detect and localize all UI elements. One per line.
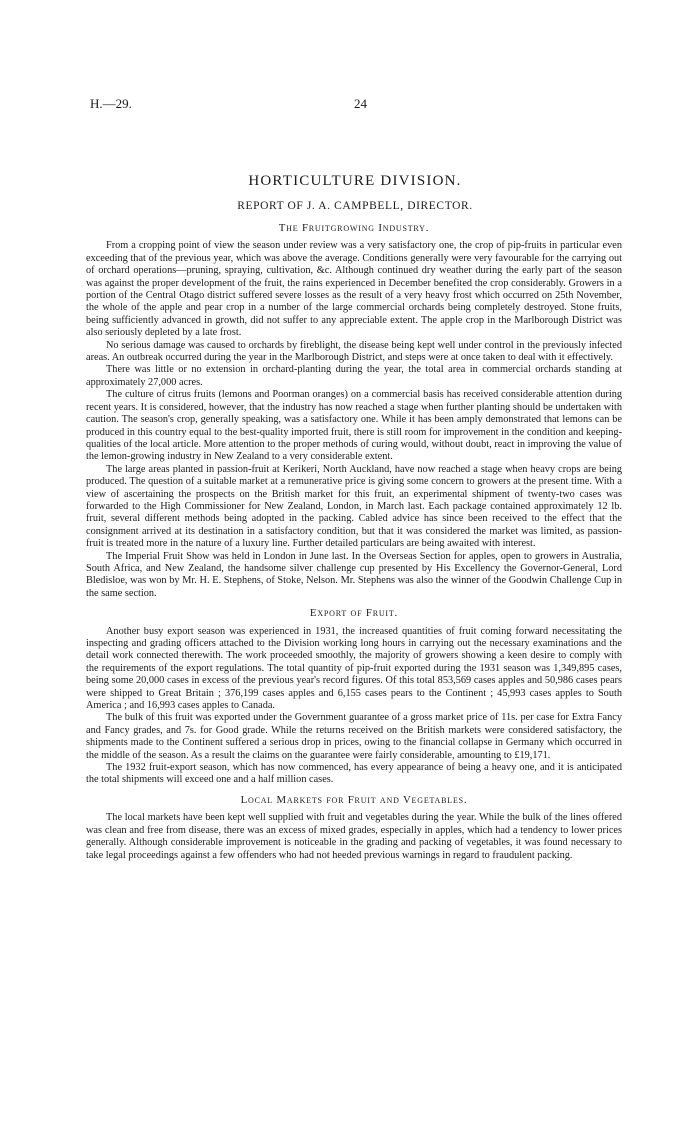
paragraph: The bulk of this fruit was exported under the Government guarantee of a gross market price of 11s. per case for Extra Fancy and Fancy grades, and 7s. for Good grade. While the returns received on the British markets were considered satisfactory, the shipments made to the Continent suffered a serious drop in prices, owing to the financial collapse in Germany which occurred in the middle of the season. As a result the claims on the guarantee were fairly considerable, amounting to £19,171. (86, 712, 622, 761)
paragraph: The 1932 fruit-export season, which has now commenced, has every appearance of being a heavy one, and it is anticipated the total shipments will exceed one and a half million cases. (86, 762, 622, 786)
section-local-markets (86, 794, 622, 862)
section-fruitgrowing-industry (86, 222, 622, 600)
page-header (90, 96, 620, 112)
paragraph: The Imperial Fruit Show was held in London in June last. In the Overseas Section for apples, open to growers in Australia, South Africa, and New Zealand, the handsome silver challenge cup presented by His Excellency the Governor-General, Lord Bledisloe, was won by Mr. H. E. Stephens, of Stoke, Nelson. Mr. Stephens was also the winner of the Goodwin Challenge Cup in the same section. (86, 550, 622, 599)
section-export-of-fruit (86, 607, 622, 787)
paragraph: The culture of citrus fruits (lemons and Poorman oranges) on a commercial basis has received considerable attention during recent years. It is considered, however, that the industry has now reached a stage when further planting should be undertaken with caution. The season's crop, generally speaking, was a satisfactory one. While it has been amply demonstrated that lemons can be produced in this country equal to the best-quality imported fruit, there is still room for improvement in the condition and keeping-qualities of the local article. More attention to the proper methods of curing would, without doubt, react in improving the value of the lemon-growing industry in New Zealand to a very considerable extent. (86, 389, 622, 463)
page-number: 24 (354, 96, 367, 111)
paragraph: There was little or no extension in orchard-planting during the year, the total area in commercial orchards standing at approximately 27,000 acres. (86, 364, 622, 388)
paragraph: The local markets have been kept well supplied with fruit and vegetables during the year. While the bulk of the lines offered was clean and free from disease, there was an excess of mixed grades, especially in apples, which had a tendency to lower prices generally. Although considerable improvement is noticeable in the grading and packing of vegetables, it was found necessary to take legal proceedings against a few offenders who had not heeded previous warnings in regard to fraudulent packing. (86, 812, 622, 861)
report-subtitle: REPORT OF J. A. CAMPBELL, DIRECTOR. (237, 200, 473, 212)
report-body (86, 222, 622, 862)
page-title: HORTICULTURE DIVISION. (248, 173, 462, 189)
paragraph: No serious damage was caused to orchards by fireblight, the disease being kept well under control in the previously infected areas. An outbreak occurred during the year in the Marlborough District, and steps were at once taken to deal with it effectively. (86, 339, 622, 364)
paragraph: The large areas planted in passion-fruit at Kerikeri, North Auckland, have now reached a stage when heavy crops are being produced. The question of a suitable market at a remunerative price is giving some concern to growers at the present time. With a view of ascertaining the prospects on the British market for this fruit, an experimental shipment of twenty-two cases was forwarded to the High Commissioner for New Zealand, London, in March last. Each package contained approximately 12 lb. fruit, several different methods being adopted in the packing. Cabled advice has since been received to the effect that the consignment arrived at its destination in a satisfactory condition, but that it was considered the market was limited, as passion-fruit is treated more in the nature of a luxury line. Further detailed particulars are being awaited with interest. (86, 463, 622, 550)
section-heading: Local Markets for Fruit and Vegetables. (240, 793, 468, 806)
section-heading: Export of Fruit. (309, 607, 399, 620)
paragraph: Another busy export season was experienced in 1931, the increased quantities of fruit coming forward necessitating the inspecting and grading officers attached to the Division working long hours in carrying out the necessary examinations and the detail work connected therewith. The work proceeded smoothly, the majority of growers showing a keen desire to comply with the requirements of the export regulations. The total quantity of pip-fruit exported during the 1931 season was 1,349,895 cases, being some 20,000 cases in excess of the previous year's record figures. Of this total 853,569 cases apples and 50,986 cases pears were shipped to Great Britain ; 376,199 cases apples and 6,155 cases pears to the Continent ; 45,993 cases apples to South America ; and 16,993 cases apples to Canada. (86, 625, 622, 712)
document-reference: H.—29. (90, 96, 132, 111)
paragraph: From a cropping point of view the season under review was a very satisfactory one, the crop of pip-fruits in particular even exceeding that of the previous year, which was above the average. Conditions generally were very favourable for the carrying out of orchard operations—pruning, spraying, cultivation, &c. Although continued dry weather during the early part of the season was against the proper development of the fruit, the rains experienced in December benefited the crop considerably. Growers in a portion of the Central Otago district suffered severe losses as the result of a very heavy frost which occurred on 25th November, the whole of the apple and pear crop in a number of the large commercial orchards being completely destroyed. Stone fruits, being sufficiently advanced in growth, did not suffer to any appreciable extent. The apple crop in the Marlborough District was also seriously depleted by a late frost. (86, 240, 622, 339)
section-heading: The Fruitgrowing Industry. (278, 222, 430, 234)
